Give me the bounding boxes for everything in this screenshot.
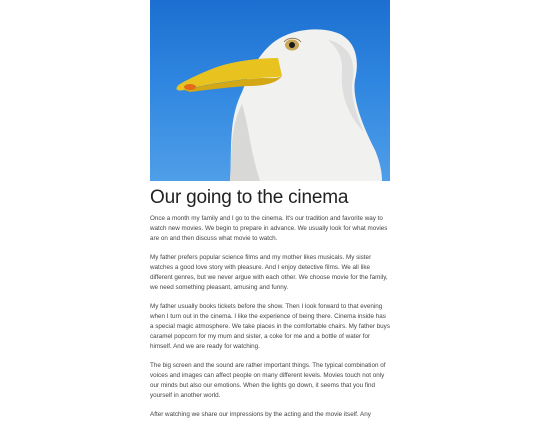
article-paragraph: After watching we share our impressions by the acting and the movie itself. Any <box>150 411 371 418</box>
article-title: Our going to the cinema <box>150 187 349 208</box>
hero-image <box>150 0 390 181</box>
article-paragraph: My father prefers popular science films and my mother likes musicals. My sister watches a good love story with pleasure. And I enjoy detective films. We all like different genres, but we never argue with each other. We choose movie for the family, we need something pleasant, amusing and funny. <box>150 254 388 291</box>
article-paragraph: My father usually books tickets before the show. Then I look forward to that evening when I turn out in the cinema. I like the experience of being there. Cinema inside has a special magic atmosphere. We take places in the comfortable chairs. My father buys caramel popcorn for my mum and sister, a coke for me and a bottle of water for himself. And we are ready for watching. <box>150 303 390 350</box>
article-paragraph: Once a month my family and I go to the cinema. It's our tradition and favorite way to watch new movies. We begin to prepare in advance. We usually look for what movies are on and then discuss what movie to watch. <box>150 215 388 242</box>
article-paragraph: The big screen and the sound are rather important things. The typical combination of voices and images can affect people on many different levels. Movies touch not only our minds but also our emotions. When the lights go down, it seems that you find yourself in another world. <box>150 362 386 399</box>
article <box>150 0 390 429</box>
seagull-photo <box>150 0 390 181</box>
gull-pupil <box>289 42 295 48</box>
gull-beak-spot <box>184 84 196 90</box>
